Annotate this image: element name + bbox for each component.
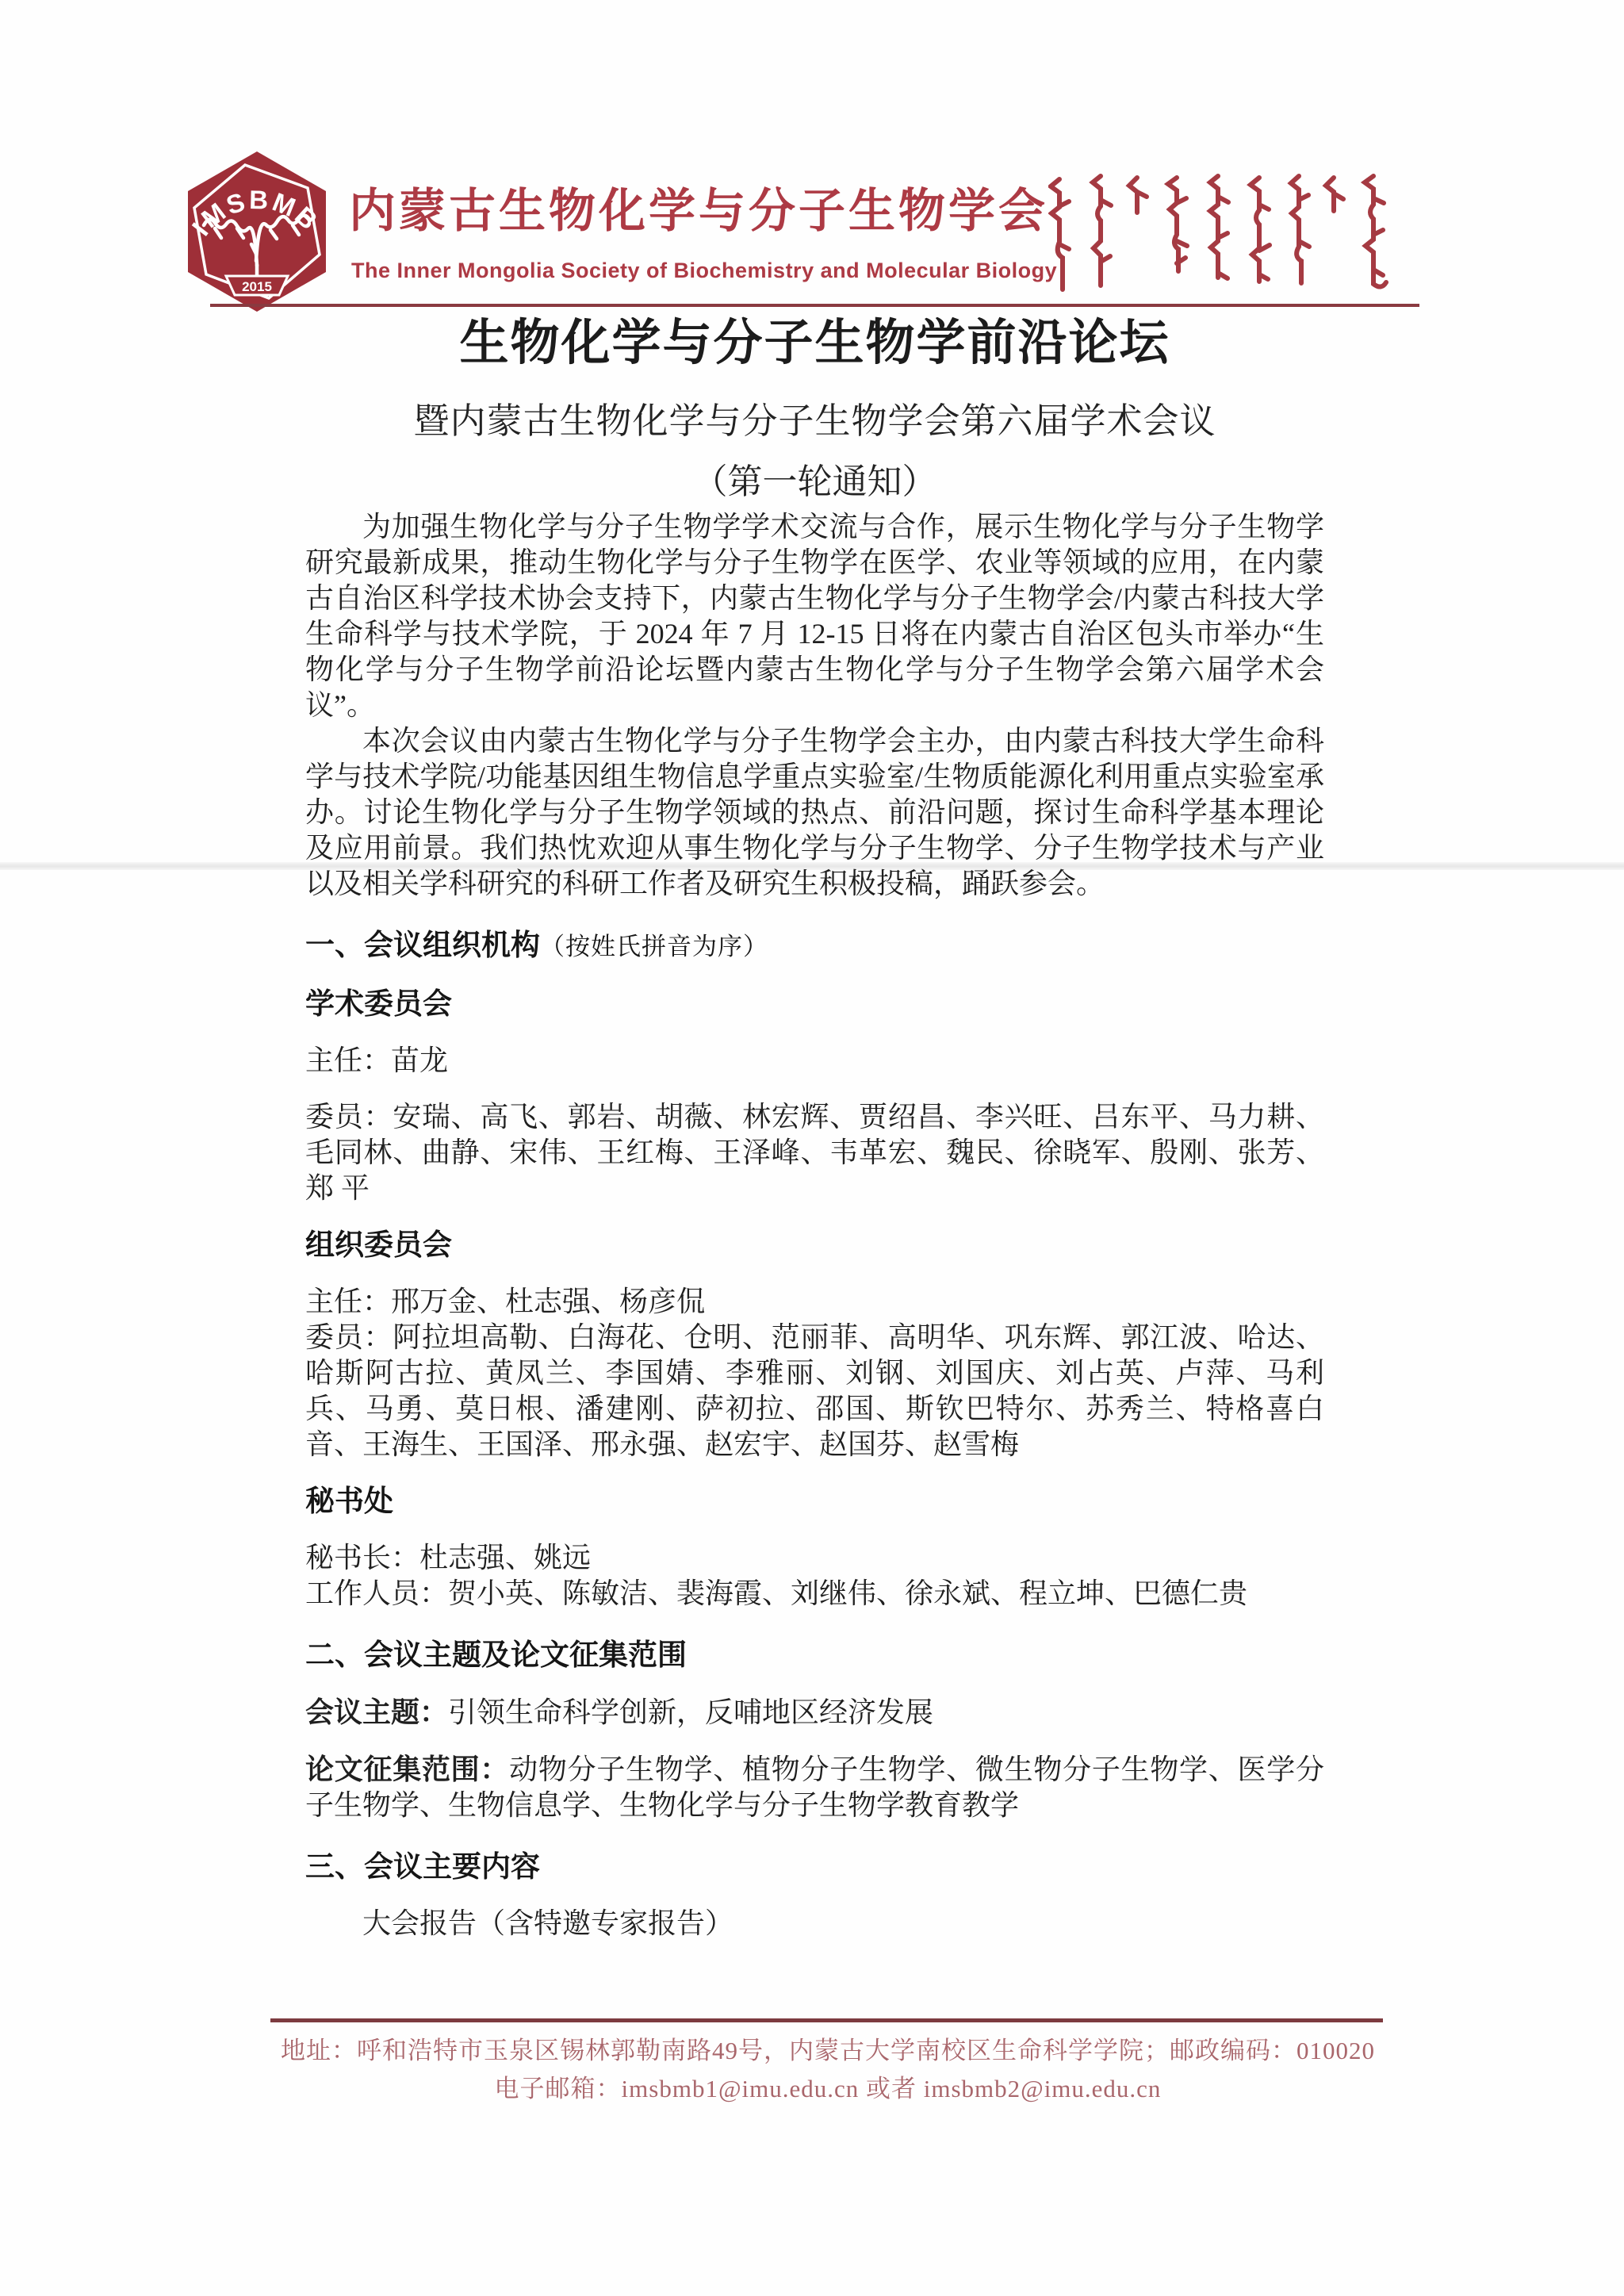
secretariat-heading: 秘书处	[305, 1485, 393, 1517]
secretariat-staff: 工作人员：贺小英、陈敏洁、裴海霞、刘继伟、徐永斌、程立坤、巴德仁贵	[305, 1577, 1248, 1609]
section-2-heading: 二、会议主题及论文征集范围	[305, 1639, 687, 1671]
secretariat-secretary: 秘书长：杜志强、姚远	[305, 1542, 592, 1573]
notice-body	[305, 316, 1324, 1941]
section-3-heading: 三、会议主要内容	[305, 1850, 540, 1883]
conference-theme-label: 会议主题：	[305, 1696, 449, 1728]
org-name-english: The Inner Mongolia Society of Biochemistry and Molecular Biology	[351, 259, 1058, 282]
intro-paragraph-1: 为加强生物化学与分子生物学学术交流与合作，展示生物化学与分子生物学研究最新成果，推动生物化学与分子生物学在医学、农业等领域的应用，在内蒙古自治区科学技术协会支持下，内蒙古生物化学与分子生物学会/内蒙古科技大学生命科学与技术学院，于 2024 年 7 月 12-15 日将在内蒙古自治区包头市举办“生物化学与分子生物学前沿论坛暨内蒙古生物化学与分子生物学会第六届学术会议”。	[305, 511, 1324, 721]
round-notice: （第一轮通知）	[692, 462, 937, 501]
footer	[0, 2032, 1624, 2108]
academic-committee-director: 主任：苗龙	[305, 1045, 449, 1076]
conference-theme	[305, 1694, 1324, 1731]
header-rule	[210, 304, 1419, 307]
footer-email-line: 电子邮箱：imsbmb1@imu.edu.cn 或者 imsbmb2@imu.edu.cn	[494, 2075, 1162, 2102]
mongolian-script-text	[1048, 168, 1413, 309]
academic-committee-members: 委员：安瑞、高飞、郭岩、胡薇、林宏辉、贾绍昌、李兴旺、吕东平、马力耕、毛同林、曲静、宋伟、王红梅、王泽峰、韦革宏、魏民、徐晓军、殷刚、张芳、郑 平	[305, 1101, 1324, 1204]
section-1-heading-text: 一、会议组织机构	[305, 929, 540, 961]
paper-scope	[305, 1751, 1324, 1823]
footer-address-line: 地址：呼和浩特市玉泉区锡林郭勒南路49号，内蒙古大学南校区生命科学学院；邮政编码：010020	[281, 2037, 1375, 2064]
organizing-committee-members: 委员：阿拉坦高勒、白海花、仓明、范丽菲、高明华、巩东辉、郭江波、哈达、哈斯阿古拉、黄凤兰、李国婧、李雅丽、刘钢、刘国庆、刘占英、卢萍、马利兵、马勇、莫日根、潘建刚、萨初拉、邵国、斯钦巴特尔、苏秀兰、特格喜白音、王海生、王国泽、邢永强、赵宏宇、赵国芬、赵雪梅	[305, 1321, 1324, 1460]
conference-theme-text: 引领生命科学创新，反哺地区经济发展	[448, 1696, 934, 1728]
section-1-heading-note: （按姓氏拼音为序）	[540, 933, 768, 960]
subtitle: 暨内蒙古生物化学与分子生物学会第六届学术会议	[413, 401, 1216, 441]
logo-acronym-text: IMSBMB	[186, 185, 325, 241]
main-title: 生物化学与分子生物学前沿论坛	[459, 316, 1170, 370]
section-1-heading	[305, 927, 1324, 965]
society-logo	[169, 149, 345, 314]
organizing-committee-heading: 组织委员会	[305, 1228, 452, 1261]
academic-committee-heading: 学术委员会	[305, 987, 452, 1020]
section-3-item: 大会报告（含特邀专家报告）	[362, 1907, 734, 1939]
footer-rule	[270, 2018, 1383, 2022]
organizing-committee-directors: 主任：邢万金、杜志强、杨彦侃	[305, 1286, 706, 1317]
paper-scope-label: 论文征集范围：	[305, 1753, 510, 1785]
paper-scope-text: 动物分子生物学、植物分子生物学、微生物分子生物学、医学分子生物学、生物信息学、生物化学与分子生物学教育教学	[305, 1754, 1324, 1821]
org-name-chinese: 内蒙古生物化学与分子生物学会	[349, 185, 1049, 237]
intro-paragraph-2: 本次会议由内蒙古生物化学与分子生物学会主办，由内蒙古科技大学生命科学与技术学院/功能基因组生物信息学重点实验室/生物质能源化利用重点实验室承办。讨论生物化学与分子生物学领域的热点、前沿问题，探讨生命科学基本理论及应用前景。我们热忱欢迎从事生物化学与分子生物学、分子生物学技术与产业以及相关学科研究的科研工作者及研究生积极投稿，踊跃参会。	[305, 725, 1324, 899]
letterhead	[0, 0, 1624, 313]
logo-year-text: 2015	[242, 279, 272, 294]
